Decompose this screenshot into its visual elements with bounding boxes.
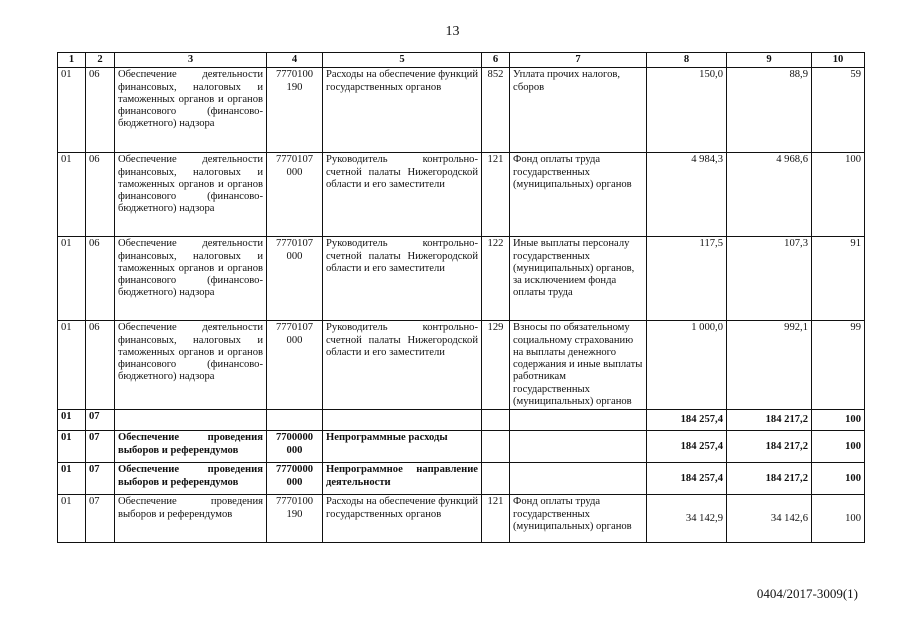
target-item-name: Расходы на обеспечение функций государственных органов	[323, 495, 482, 543]
actual-amount: 184 217,2	[727, 463, 812, 495]
execution-percent: 99	[812, 321, 865, 410]
subsection-code: 06	[86, 153, 115, 237]
table-row	[58, 237, 865, 321]
planned-amount: 1 000,0	[647, 321, 727, 410]
actual-amount: 4 968,6	[727, 153, 812, 237]
expense-type-code	[482, 463, 510, 495]
column-header: 3	[115, 53, 267, 68]
column-header: 7	[510, 53, 647, 68]
target-item-code: 7770107 000	[267, 321, 323, 410]
target-item-code: 7770107 000	[267, 153, 323, 237]
subsection-name	[115, 410, 267, 431]
planned-amount: 34 142,9	[647, 495, 727, 543]
actual-amount: 88,9	[727, 68, 812, 153]
section-code: 01	[58, 68, 86, 153]
subsection-code: 07	[86, 410, 115, 431]
actual-amount: 107,3	[727, 237, 812, 321]
planned-amount: 184 257,4	[647, 431, 727, 463]
section-code: 01	[58, 237, 86, 321]
planned-amount: 184 257,4	[647, 410, 727, 431]
column-header: 8	[647, 53, 727, 68]
planned-amount: 184 257,4	[647, 463, 727, 495]
expense-type-code: 852	[482, 68, 510, 153]
expense-type-name	[510, 410, 647, 431]
document-code: 0404/2017-3009(1)	[756, 586, 858, 601]
expense-type-name	[510, 431, 647, 463]
target-item-code	[267, 410, 323, 431]
column-header: 6	[482, 53, 510, 68]
column-header: 5	[323, 53, 482, 68]
execution-percent: 59	[812, 68, 865, 153]
table-row	[58, 495, 865, 543]
subsection-name: Обеспечение проведения выборов и референдумов	[115, 495, 267, 543]
section-code: 01	[58, 321, 86, 410]
actual-amount: 992,1	[727, 321, 812, 410]
expense-type-code: 129	[482, 321, 510, 410]
execution-percent: 100	[812, 431, 865, 463]
actual-amount: 184 217,2	[727, 410, 812, 431]
column-header: 2	[86, 53, 115, 68]
section-code: 01	[58, 495, 86, 543]
table-row	[58, 431, 865, 463]
subsection-code: 07	[86, 495, 115, 543]
expense-type-name: Фонд оплаты труда государственных (муниципальных) органов	[510, 153, 647, 237]
section-code: 01	[58, 410, 86, 431]
subsection-code: 06	[86, 237, 115, 321]
actual-amount: 184 217,2	[727, 431, 812, 463]
target-item-name: Руководитель контрольно-счетной палаты Нижегородской области и его заместители	[323, 153, 482, 237]
target-item-code: 7770100 190	[267, 68, 323, 153]
expense-type-code: 122	[482, 237, 510, 321]
execution-percent: 100	[812, 495, 865, 543]
expense-type-code	[482, 410, 510, 431]
target-item-name	[323, 410, 482, 431]
column-header: 10	[812, 53, 865, 68]
subsection-code: 06	[86, 321, 115, 410]
table-header-row	[58, 53, 865, 68]
table-row	[58, 410, 865, 431]
actual-amount: 34 142,6	[727, 495, 812, 543]
section-code: 01	[58, 431, 86, 463]
target-item-name: Расходы на обеспечение функций государственных органов	[323, 68, 482, 153]
subsection-code: 07	[86, 463, 115, 495]
table-row	[58, 153, 865, 237]
section-code: 01	[58, 463, 86, 495]
table-row	[58, 463, 865, 495]
target-item-name: Непрограммное направление деятельности	[323, 463, 482, 495]
subsection-code: 06	[86, 68, 115, 153]
expense-type-name	[510, 463, 647, 495]
subsection-name: Обеспечение деятельности финансовых, налоговых и таможенных органов и органов финансового (финансово-бюджетного) надзора	[115, 321, 267, 410]
target-item-name: Непрограммные расходы	[323, 431, 482, 463]
subsection-name: Обеспечение деятельности финансовых, налоговых и таможенных органов и органов финансового (финансово-бюджетного) надзора	[115, 153, 267, 237]
expense-type-name: Взносы по обязательному социальному страхованию на выплаты денежного содержания и иные выплаты работникам государственных (муниципальных) органов	[510, 321, 647, 410]
target-item-code: 7770100 190	[267, 495, 323, 543]
expense-type-name: Иные выплаты персоналу государственных (муниципальных) органов, за исключением фонда оплаты труда	[510, 237, 647, 321]
page-number: 13	[445, 24, 460, 39]
budget-table	[57, 52, 865, 543]
expense-type-name: Уплата прочих налогов, сборов	[510, 68, 647, 153]
table-row	[58, 321, 865, 410]
target-item-name: Руководитель контрольно-счетной палаты Нижегородской области и его заместители	[323, 321, 482, 410]
planned-amount: 150,0	[647, 68, 727, 153]
subsection-name: Обеспечение проведения выборов и референдумов	[115, 463, 267, 495]
section-code: 01	[58, 153, 86, 237]
subsection-code: 07	[86, 431, 115, 463]
execution-percent: 100	[812, 463, 865, 495]
target-item-code: 7700000 000	[267, 431, 323, 463]
planned-amount: 4 984,3	[647, 153, 727, 237]
column-header: 4	[267, 53, 323, 68]
target-item-name: Руководитель контрольно-счетной палаты Нижегородской области и его заместители	[323, 237, 482, 321]
target-item-code: 7770107 000	[267, 237, 323, 321]
column-header: 9	[727, 53, 812, 68]
execution-percent: 100	[812, 410, 865, 431]
expense-type-code	[482, 431, 510, 463]
column-header: 1	[58, 53, 86, 68]
execution-percent: 91	[812, 237, 865, 321]
expense-type-name: Фонд оплаты труда государственных (муниципальных) органов	[510, 495, 647, 543]
expense-type-code: 121	[482, 153, 510, 237]
subsection-name: Обеспечение проведения выборов и референдумов	[115, 431, 267, 463]
target-item-code: 7770000 000	[267, 463, 323, 495]
table-row	[58, 68, 865, 153]
expense-type-code: 121	[482, 495, 510, 543]
execution-percent: 100	[812, 153, 865, 237]
subsection-name: Обеспечение деятельности финансовых, налоговых и таможенных органов и органов финансового (финансово-бюджетного) надзора	[115, 68, 267, 153]
planned-amount: 117,5	[647, 237, 727, 321]
subsection-name: Обеспечение деятельности финансовых, налоговых и таможенных органов и органов финансового (финансово-бюджетного) надзора	[115, 237, 267, 321]
